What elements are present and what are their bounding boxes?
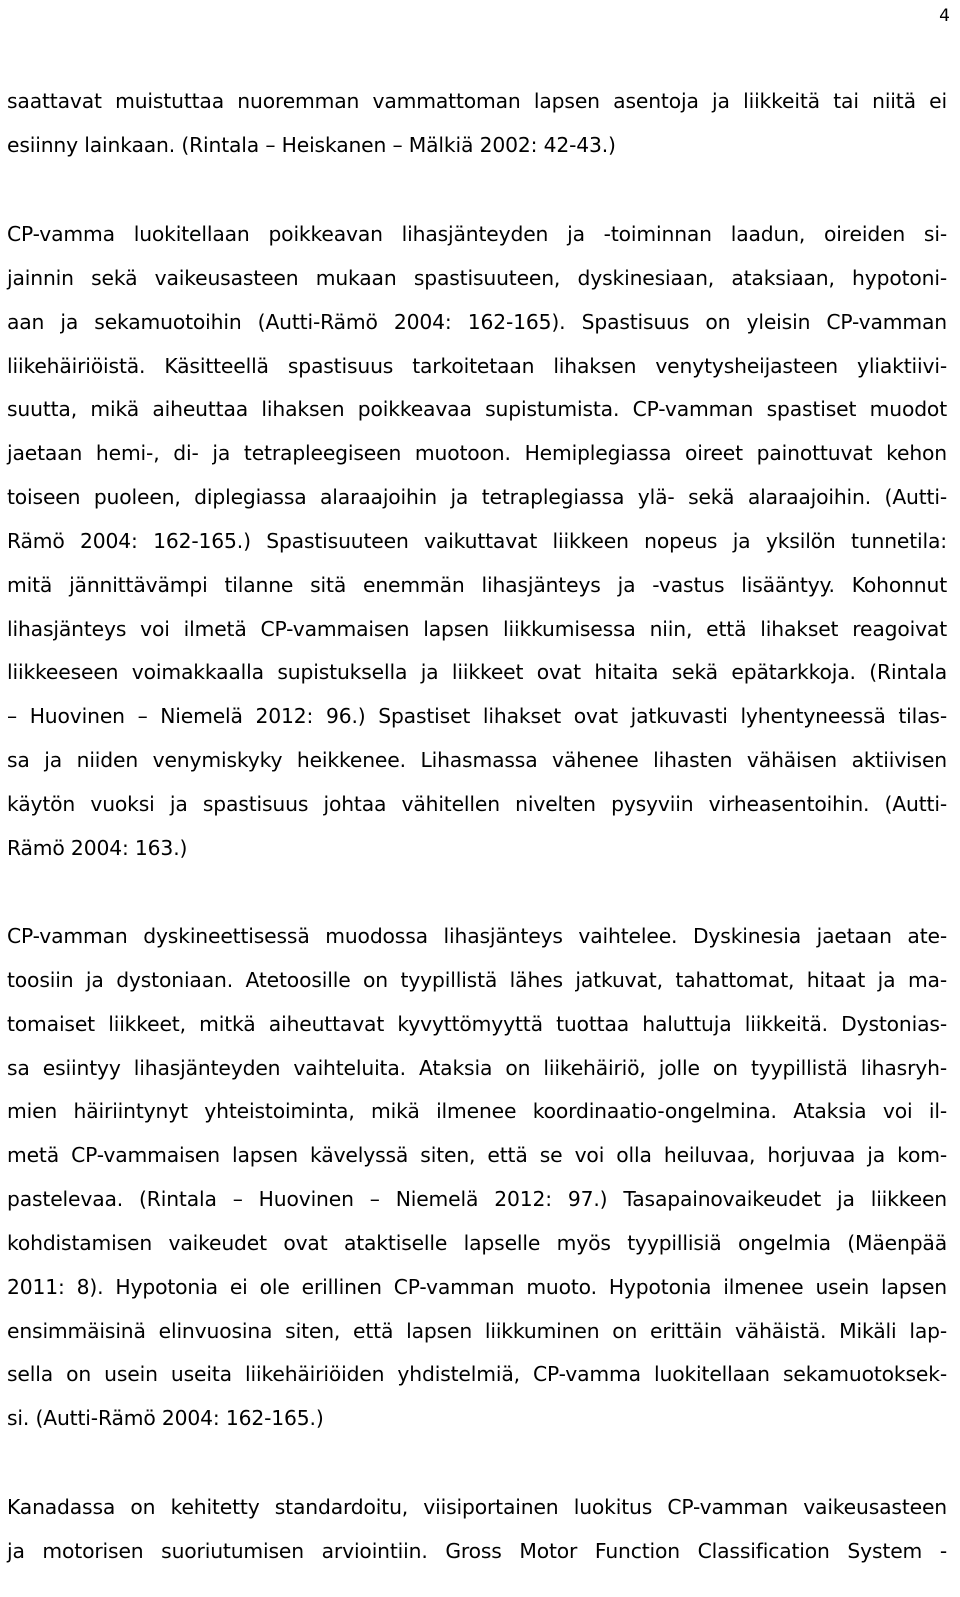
paragraph-line: CP-vamma luokitellaan poikkeavan lihasjänteyden ja -toiminnan laadun, oireiden si- [7,222,947,246]
paragraph-line: pastelevaa. (Rintala – Huovinen – Niemelä 2012: 97.) Tasapainovaikeudet ja liikkeen [7,1187,947,1212]
paragraph-line: Kanadassa on kehitetty standardoitu, viisiportainen luokitus CP-vamman vaikeusasteen [7,1495,947,1519]
paragraph-line: liikehäiriöistä. Käsitteellä spastisuus tarkoitetaan lihaksen venytysheijasteen yliaktiivi- [7,353,947,378]
paragraph-line: Rämö 2004: 163.) [7,835,188,860]
paragraph-line: jainnin sekä vaikeusasteen mukaan spastisuuteen, dyskinesiaan, ataksiaan, hypotoni- [7,265,947,290]
paragraph-line: saattavat muistuttaa nuoremman vammattoman lapsen asentoja ja liikkeitä tai niitä ei [7,89,947,113]
paragraph-1 [7,80,947,168]
paragraph-line: CP-vamman dyskineettisessä muodossa lihasjänteys vaihtelee. Dyskinesia jaetaan ate- [7,924,947,948]
paragraph-line: sella on usein useita liikehäiriöiden yhdistelmiä, CP-vamma luokitellaan sekamuotoksek- [7,1362,947,1387]
paragraph-line: käytön vuoksi ja spastisuus johtaa vähitellen nivelten pysyviin virheasentoihin. (Autti- [7,791,947,816]
paragraph-line: mien häiriintynyt yhteistoiminta, mikä ilmenee koordinaatio-ongelmina. Ataksia voi il- [7,1099,947,1124]
paragraph-line: toosiin ja dystoniaan. Atetoosille on tyypillistä lähes jatkuvat, tahattomat, hitaat ja ma- [7,967,947,992]
page-number: 4 [939,6,950,26]
paragraph-line: ensimmäisinä elinvuosina siten, että lapsen liikkuminen on erittäin vähäistä. Mikäli lap- [7,1318,947,1343]
paragraph-line: esiinny lainkaan. (Rintala – Heiskanen – Mälkiä 2002: 42-43.) [7,132,616,157]
paragraph-line: ja motorisen suoriutumisen arviointiin. Gross Motor Function Classification System - [7,1538,947,1563]
paragraph-line: aan ja sekamuotoihin (Autti-Rämö 2004: 162-165). Spastisuus on yleisin CP-vamman [7,309,947,334]
paragraph-line: toiseen puoleen, diplegiassa alaraajoihin ja tetraplegiassa ylä- sekä alaraajoihin. (Autti- [7,485,947,510]
paragraph-3 [7,915,947,1441]
paragraph-line: – Huovinen – Niemelä 2012: 96.) Spastiset lihakset ovat jatkuvasti lyhentyneessä tilas- [7,704,947,729]
paragraph-2 [7,213,947,871]
paragraph-line: kohdistamisen vaikeudet ovat ataktiselle lapselle myös tyypillisiä ongelmia (Mäenpää [7,1230,947,1255]
paragraph-line: liikkeeseen voimakkaalla supistuksella ja liikkeet ovat hitaita sekä epätarkkoja. (Rintala [7,660,947,685]
paragraph-line: lihasjänteys voi ilmetä CP-vammaisen lapsen liikkumisessa niin, että lihakset reagoivat [7,616,947,641]
paragraph-4 [7,1486,947,1574]
paragraph-line: Rämö 2004: 162-165.) Spastisuuteen vaikuttavat liikkeen nopeus ja yksilön tunnetila: [7,528,947,553]
paragraph-line: metä CP-vammaisen lapsen kävelyssä siten, että se voi olla heiluvaa, horjuvaa ja kom- [7,1143,947,1168]
paragraph-line: suutta, mikä aiheuttaa lihaksen poikkeavaa supistumista. CP-vamman spastiset muodot [7,397,947,422]
paragraph-line: tomaiset liikkeet, mitkä aiheuttavat kyvyttömyyttä tuottaa haluttuja liikkeitä. Dystonias- [7,1011,947,1036]
paragraph-line: 2011: 8). Hypotonia ei ole erillinen CP-vamman muoto. Hypotonia ilmenee usein lapsen [7,1274,947,1299]
paragraph-line: si. (Autti-Rämö 2004: 162-165.) [7,1406,324,1431]
paragraph-line: sa esiintyy lihasjänteyden vaihteluita. Ataksia on liikehäiriö, jolle on tyypillistä lihasryh- [7,1055,947,1080]
paragraph-line: sa ja niiden venymiskyky heikkenee. Lihasmassa vähenee lihasten vähäisen aktiivisen [7,748,947,773]
paragraph-line: jaetaan hemi-, di- ja tetrapleegiseen muotoon. Hemiplegiassa oireet painottuvat kehon [7,441,947,466]
paragraph-line: mitä jännittävämpi tilanne sitä enemmän lihasjänteys ja -vastus lisääntyy. Kohonnut [7,572,947,597]
